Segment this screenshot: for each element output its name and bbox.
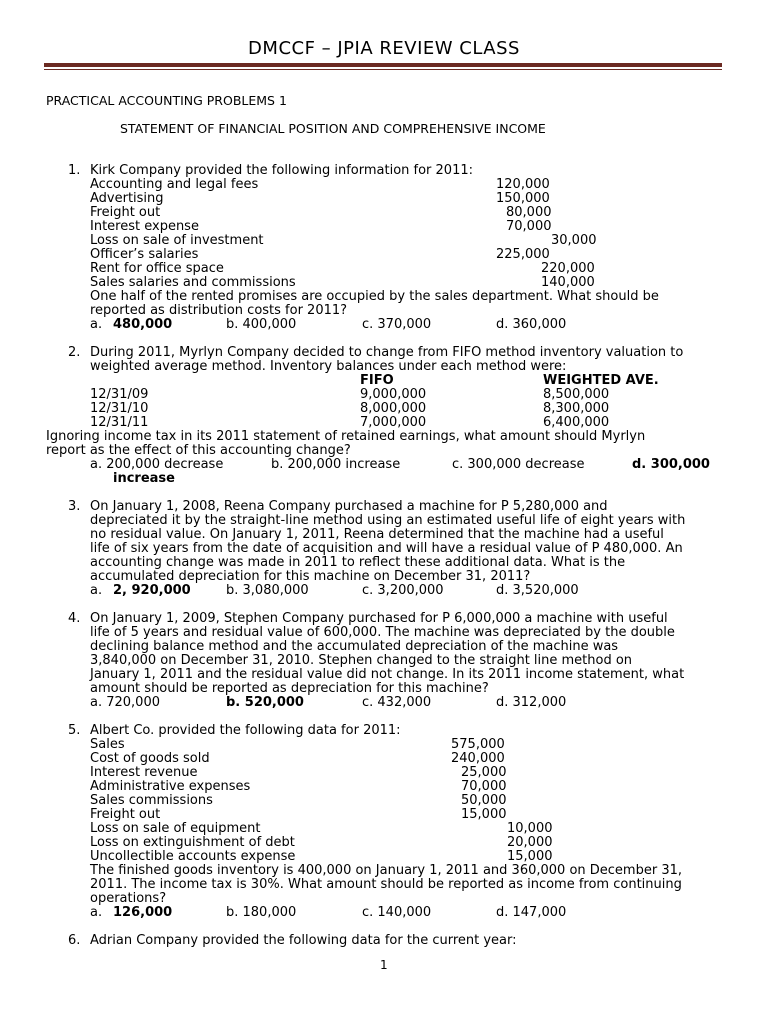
question-stem: Kirk Company provided the following information for 2011: <box>90 163 473 178</box>
header-title: DMCCF – JPIA REVIEW CLASS <box>248 38 520 59</box>
item-amount: 150,000 <box>496 191 550 206</box>
item-amount: 15,000 <box>461 807 507 822</box>
item-label: Freight out <box>90 807 161 822</box>
question-text: life of six years from the date of acquisition and will have a residual value of P 480,000. An <box>90 541 683 556</box>
choice-a-answer: 126,000 <box>113 905 173 920</box>
question-number: 4. <box>68 611 81 626</box>
item-label: Advertising <box>90 191 164 206</box>
choice-a: a. 720,000 <box>90 695 160 710</box>
choice-d: d. 147,000 <box>496 905 567 920</box>
choice-b: b. 180,000 <box>226 905 297 920</box>
choice-a-answer: 480,000 <box>113 317 173 332</box>
item-label: Sales salaries and commissions <box>90 275 296 290</box>
row-weighted: 8,300,000 <box>543 401 610 416</box>
choice-d-answer-cont: increase <box>113 471 175 486</box>
item-amount: 70,000 <box>461 779 507 794</box>
item-label: Officer’s salaries <box>90 247 199 262</box>
question-stem: Albert Co. provided the following data for 2011: <box>90 723 401 738</box>
choice-c: c. 432,000 <box>362 695 432 710</box>
choice-c: c. 300,000 decrease <box>452 457 585 472</box>
item-amount: 240,000 <box>451 751 505 766</box>
item-amount: 30,000 <box>551 233 597 248</box>
section-title: PRACTICAL ACCOUNTING PROBLEMS 1 <box>46 93 287 108</box>
item-label: Loss on extinguishment of debt <box>90 835 295 850</box>
item-label: Freight out <box>90 205 161 220</box>
item-label: Loss on sale of equipment <box>90 821 261 836</box>
question-text: no residual value. On January 1, 2011, Reena determined that the machine had a useful <box>90 527 664 542</box>
question-text: weighted average method. Inventory balances under each method were: <box>90 359 567 374</box>
page-number: 1 <box>380 958 388 972</box>
row-fifo: 8,000,000 <box>360 401 427 416</box>
item-label: Accounting and legal fees <box>90 177 259 192</box>
item-label: Sales <box>90 737 125 752</box>
item-label: Administrative expenses <box>90 779 251 794</box>
row-weighted: 8,500,000 <box>543 387 610 402</box>
choice-b: b. 200,000 increase <box>271 457 401 472</box>
choice-c: c. 3,200,000 <box>362 583 444 598</box>
item-amount: 15,000 <box>507 849 553 864</box>
question-number: 1. <box>68 163 81 178</box>
choice-b: b. 3,080,000 <box>226 583 309 598</box>
question-text: One half of the rented promises are occupied by the sales department. What should be <box>90 289 659 304</box>
question-number: 6. <box>68 933 81 948</box>
choice-b: b. 400,000 <box>226 317 297 332</box>
row-date: 12/31/10 <box>90 401 149 416</box>
subtitle: STATEMENT OF FINANCIAL POSITION AND COMPREHENSIVE INCOME <box>120 121 546 136</box>
choice-a-letter: a. <box>90 317 103 332</box>
question-text: reported as distribution costs for 2011? <box>90 303 348 318</box>
question-number: 3. <box>68 499 81 514</box>
item-amount: 20,000 <box>507 835 553 850</box>
column-header-fifo: FIFO <box>360 373 394 388</box>
item-label: Rent for office space <box>90 261 224 276</box>
row-fifo: 7,000,000 <box>360 415 427 430</box>
item-amount: 225,000 <box>496 247 550 262</box>
question-text: 3,840,000 on December 31, 2010. Stephen changed to the straight line method on <box>90 653 633 668</box>
question-text: report as the effect of this accounting change? <box>46 443 351 458</box>
choice-c: c. 370,000 <box>362 317 432 332</box>
choice-c: c. 140,000 <box>362 905 432 920</box>
item-amount: 140,000 <box>541 275 595 290</box>
choice-b-answer: b. 520,000 <box>226 695 304 710</box>
item-label: Interest revenue <box>90 765 198 780</box>
choice-d: d. 3,520,000 <box>496 583 579 598</box>
choice-a-answer: 2, 920,000 <box>113 583 191 598</box>
row-date: 12/31/11 <box>90 415 149 430</box>
item-label: Sales commissions <box>90 793 213 808</box>
item-amount: 220,000 <box>541 261 595 276</box>
header-rule <box>44 63 722 67</box>
item-amount: 25,000 <box>461 765 507 780</box>
question-text: The finished goods inventory is 400,000 on January 1, 2011 and 360,000 on December 31, <box>90 863 682 878</box>
item-amount: 50,000 <box>461 793 507 808</box>
row-date: 12/31/09 <box>90 387 149 402</box>
item-amount: 120,000 <box>496 177 550 192</box>
question-number: 5. <box>68 723 81 738</box>
question-text: depreciated it by the straight-line method using an estimated useful life of eight years with <box>90 513 686 528</box>
question-text: Ignoring income tax in its 2011 statement of retained earnings, what amount should Myrlyn <box>46 429 646 444</box>
question-text: January 1, 2011 and the residual value did not change. In its 2011 income statement, what <box>90 667 685 682</box>
question-text: On January 1, 2008, Reena Company purchased a machine for P 5,280,000 and <box>90 499 608 514</box>
header-rule-thin <box>44 69 722 70</box>
choice-a-letter: a. <box>90 583 103 598</box>
column-header-weighted: WEIGHTED AVE. <box>543 373 659 388</box>
question-text: On January 1, 2009, Stephen Company purchased for P 6,000,000 a machine with useful <box>90 611 668 626</box>
item-label: Uncollectible accounts expense <box>90 849 296 864</box>
question-text: accumulated depreciation for this machine on December 31, 2011? <box>90 569 531 584</box>
question-text: accounting change was made in 2011 to reflect these additional data. What is the <box>90 555 626 570</box>
question-text: life of 5 years and residual value of 600,000. The machine was depreciated by the double <box>90 625 675 640</box>
item-amount: 10,000 <box>507 821 553 836</box>
choice-d: d. 312,000 <box>496 695 567 710</box>
row-fifo: 9,000,000 <box>360 387 427 402</box>
item-amount: 80,000 <box>506 205 552 220</box>
item-amount: 575,000 <box>451 737 505 752</box>
item-label: Loss on sale of investment <box>90 233 264 248</box>
item-label: Cost of goods sold <box>90 751 210 766</box>
choice-a: a. 200,000 decrease <box>90 457 224 472</box>
question-text: operations? <box>90 891 167 906</box>
question-number: 2. <box>68 345 81 360</box>
question-stem: Adrian Company provided the following data for the current year: <box>90 933 517 948</box>
question-text: 2011. The income tax is 30%. What amount should be reported as income from continuing <box>90 877 682 892</box>
choice-d-answer: d. 300,000 <box>632 457 710 472</box>
choice-d: d. 360,000 <box>496 317 567 332</box>
row-weighted: 6,400,000 <box>543 415 610 430</box>
question-text: amount should be reported as depreciation for this machine? <box>90 681 489 696</box>
choice-a-letter: a. <box>90 905 103 920</box>
question-text: During 2011, Myrlyn Company decided to change from FIFO method inventory valuation to <box>90 345 684 360</box>
question-text: declining balance method and the accumulated depreciation of the machine was <box>90 639 619 654</box>
item-label: Interest expense <box>90 219 199 234</box>
item-amount: 70,000 <box>506 219 552 234</box>
